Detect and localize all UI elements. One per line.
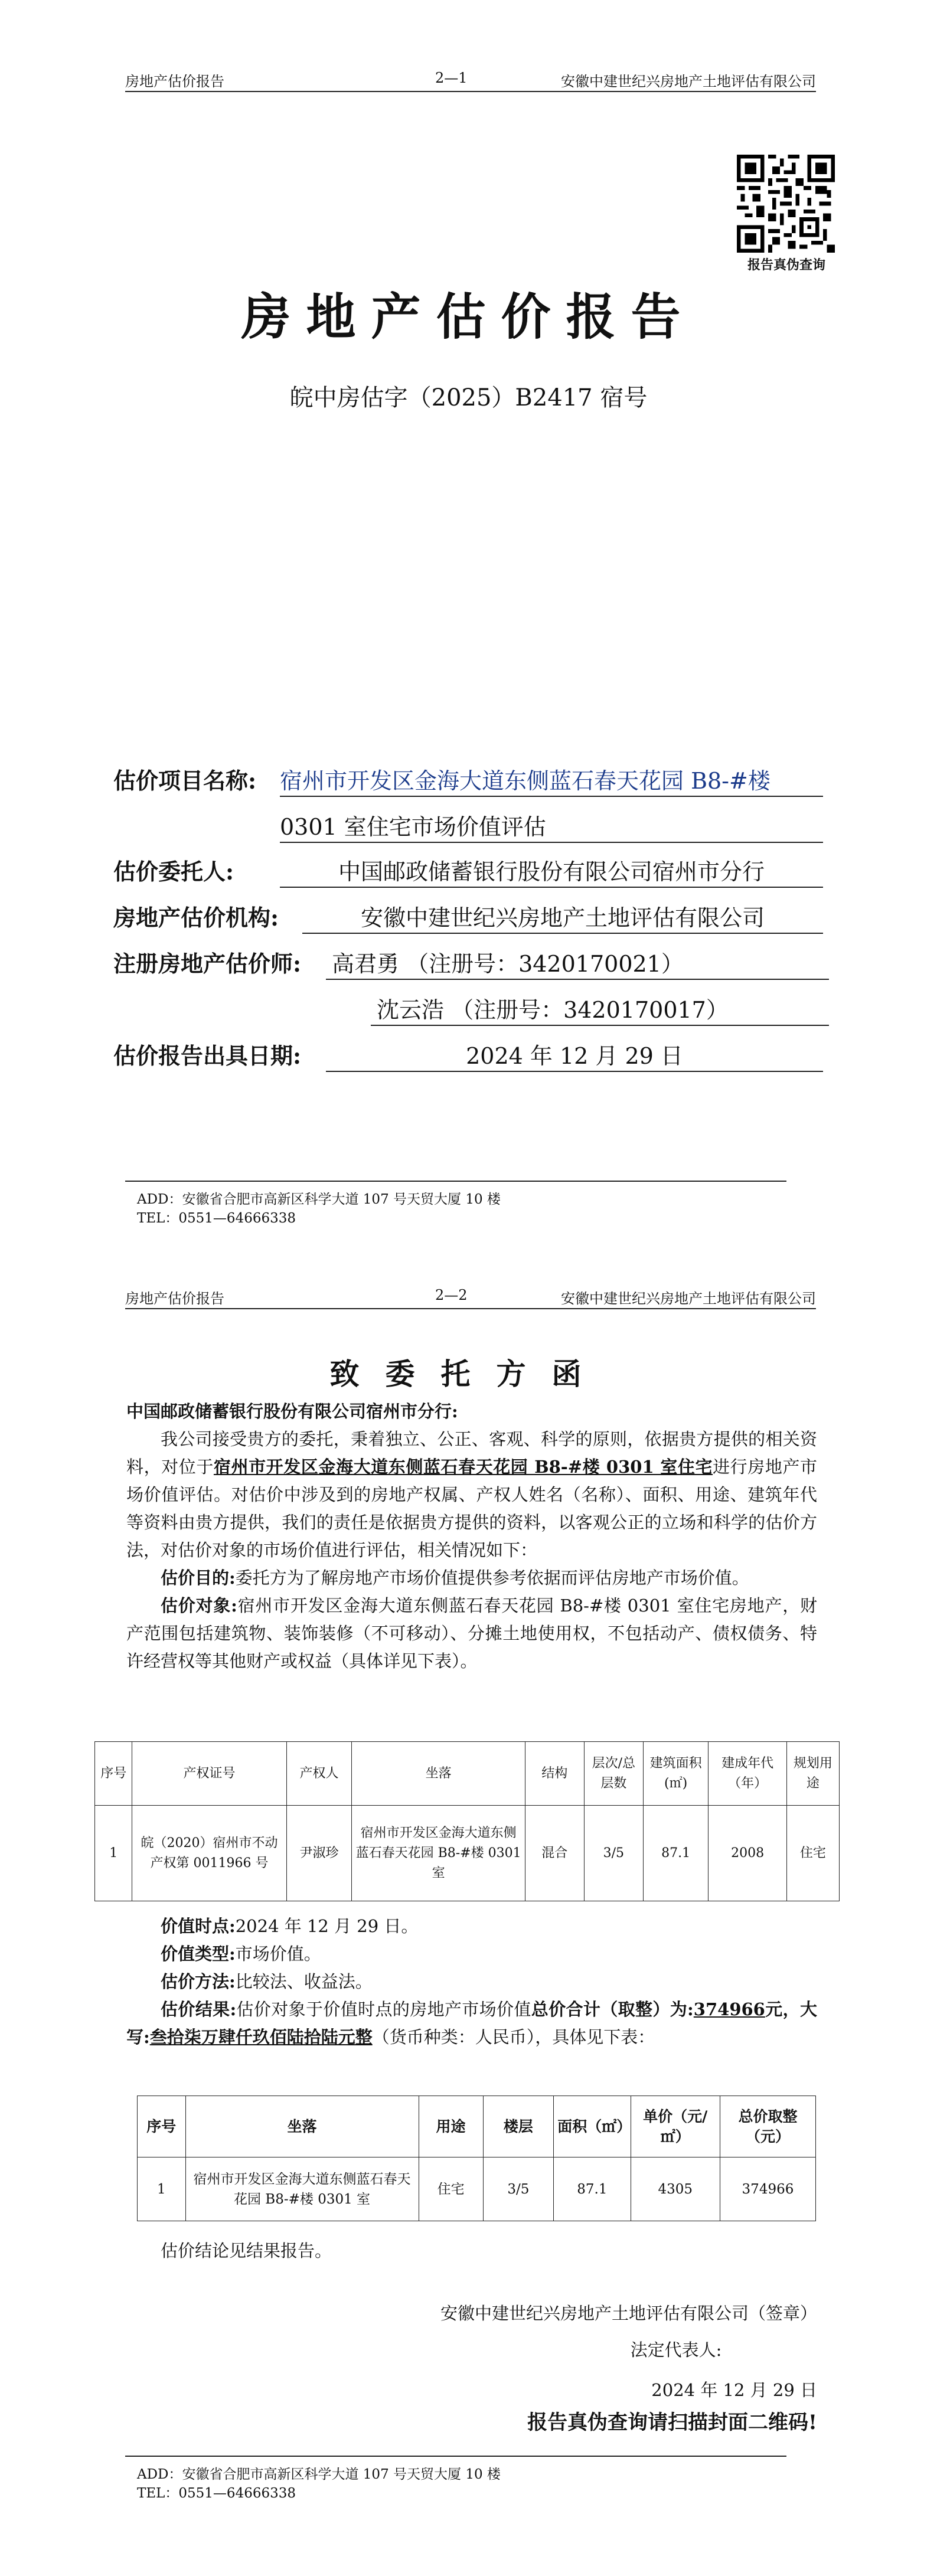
table-header-cell: 产权证号 [132,1742,286,1806]
issue-date-row [113,1041,683,1071]
project-line2: 0301 室住宅市场价值评估 [280,812,823,843]
property-address-highlight: 宿州市开发区金海大道东侧蓝石春天花园 B8-#楼 0301 室住宅 [213,1457,713,1477]
agency-label: 房地产估价机构: [113,904,279,931]
table-header-cell: 坐落 [185,2096,419,2157]
client-label: 估价委托人: [113,858,234,885]
client-row [113,857,765,887]
header-page-number: 2—2 [435,1287,468,1303]
appraiser-1: 高君勇 （注册号：3420170021） [326,949,829,980]
table-header-row [138,2096,816,2157]
document-number: 皖中房估字（2025）B2417 宿号 [289,384,648,411]
table-cell: 住宅 [419,2157,483,2221]
table-cell: 87.1 [554,2157,631,2221]
signature-company: 安徽中建世纪兴房地产土地评估有限公司（签章） [440,2303,817,2323]
table-header-cell: 序号 [138,2096,186,2157]
header-left: 房地产估价报告 [125,73,224,90]
appraiser-2: 沈云浩 （注册号：3420170017） [371,995,829,1026]
table-cell: 混合 [525,1806,584,1901]
header-company: 安徽中建世纪兴房地产土地评估有限公司 [561,73,816,90]
letter-page [0,1275,937,2576]
page-header [125,1287,816,1309]
intro-paragraph: 我公司接受贵方的委托，秉着独立、公正、客观、科学的原则，依据贵方提供的相关资料，对位于宿州市开发区金海大道东侧蓝石春天花园 B8-#楼 0301 室住宅进行房地产市场价值评估。对估价中涉及到的房地产权属、产权人姓名（名称）、面积、用途、建筑年代等资料由贵方提供，我们的责任是依据贵方提供的资料，以客观公正的立场和科学的估价方法，对估价对象的市场价值进行评估，相关情况如下： [126,1429,817,1560]
footer-tel: TEL：0551—64666338 [137,1211,296,1226]
conclusion-line: 估价结论见结果报告。 [161,2241,332,2261]
agency-row [113,903,765,933]
table-cell: 尹淑珍 [286,1806,352,1901]
letter-title: 致委托方函 [329,1356,608,1391]
signature-representative: 法定代表人: [630,2340,722,2360]
table-header-cell: 产权人 [286,1742,352,1806]
table-row [138,2157,816,2221]
result-line: 估价结果:估价对象于价值时点的房地产市场价值总价合计（取整）为:374966元，大写:叁拾柒万肆仟玖佰陆拾陆元整（货币种类：人民币），具体见下表： [126,1999,817,2047]
table-header-cell: 序号 [95,1742,132,1806]
header-left: 房地产估价报告 [125,1290,224,1307]
qr-caption: 报告真伪查询 [747,257,825,273]
table-cell: 3/5 [483,2157,554,2221]
total-price: 374966 [693,1999,765,2019]
conclusion-block [126,2237,817,2265]
purpose-paragraph: 估价目的:委托方为了解房地产市场价值提供参考依据而评估房地产市场价值。 [161,1568,749,1588]
table-header-cell: 面积（㎡） [554,2096,631,2157]
table-cell: 1 [95,1806,132,1901]
agency-value: 安徽中建世纪兴房地产土地评估有限公司 [302,903,823,934]
table-cell: 87.1 [643,1806,709,1901]
table-cell: 住宅 [786,1806,839,1901]
appraiser-row [113,949,684,979]
table-header-cell: 总价取整（元） [720,2096,815,2157]
property-table [94,1741,840,1901]
project-line1: 宿州市开发区金海大道东侧蓝石春天花园 B8-#楼 [280,766,823,797]
project-name-row [113,766,771,796]
table-cell: 2008 [709,1806,786,1901]
table-header-cell: 建成年代（年） [709,1742,786,1806]
table-header-row [95,1742,840,1806]
table-cell: 宿州市开发区金海大道东侧蓝石春天花园 B8-#楼 0301 室 [352,1806,525,1901]
page-footer [137,2465,501,2503]
issue-date-value: 2024 年 12 月 29 日 [326,1041,823,1072]
table-cell: 宿州市开发区金海大道东侧蓝石春天花园 B8-#楼 0301 室 [185,2157,419,2221]
value-time-line: 价值时点:2024 年 12 月 29 日。 [161,1916,419,1936]
footer-divider [125,2456,786,2457]
object-paragraph: 估价对象:宿州市开发区金海大道东侧蓝石春天花园 B8-#楼 0301 室住宅房地产，财产范围包括建筑物、装饰装修（不可移动）、分摊土地使用权，不包括动产、债权债务、特许经营权等其他财产或权益（具体详见下表）。 [126,1596,817,1671]
salutation: 中国邮政储蓄银行股份有限公司宿州市分行: [126,1401,458,1421]
method-line: 估价方法:比较法、收益法。 [161,1972,373,1992]
table-header-cell: 坐落 [352,1742,525,1806]
table-cell: 4305 [631,2157,720,2221]
footer-tel: TEL：0551—64666338 [137,2486,296,2501]
table-cell: 1 [138,2157,186,2221]
table-cell: 374966 [720,2157,815,2221]
footer-divider [125,1181,786,1182]
footer-address: ADD：安徽省合肥市高新区科学大道 107 号天贸大厦 10 楼 [137,2467,501,2482]
appraiser-label: 注册房地产估价师: [113,950,302,977]
cover-page [0,0,937,1275]
table-header-cell: 层次/总层数 [584,1742,643,1806]
table-header-cell: 单价（元/㎡） [631,2096,720,2157]
table-header-cell: 规划用途 [786,1742,839,1806]
value-type-line: 价值类型:市场价值。 [161,1944,321,1964]
table-header-cell: 楼层 [483,2096,554,2157]
authenticity-warning: 报告真伪查询请扫描封面二维码! [527,2411,817,2434]
valuation-details [126,1913,817,2051]
issue-date-label: 估价报告出具日期: [113,1042,302,1069]
project-label: 估价项目名称: [113,767,257,794]
total-price-capital: 叁拾柒万肆仟玖佰陆拾陆元整 [149,2027,373,2047]
table-cell: 皖（2020）宿州市不动产权第 0011966 号 [132,1806,286,1901]
signature-date: 2024 年 12 月 29 日 [651,2380,817,2400]
letter-body [126,1398,817,1675]
page-footer [137,1190,501,1228]
report-title: 房地产估价报告 [241,287,696,346]
table-row [95,1806,840,1901]
table-cell: 3/5 [584,1806,643,1901]
client-value: 中国邮政储蓄银行股份有限公司宿州市分行 [280,857,823,888]
qr-code-icon[interactable] [737,155,835,253]
table-header-cell: 用途 [419,2096,483,2157]
header-company: 安徽中建世纪兴房地产土地评估有限公司 [561,1290,816,1307]
page-header [125,70,816,92]
result-table [137,2096,816,2221]
table-header-cell: 建筑面积(㎡) [643,1742,709,1806]
footer-address: ADD：安徽省合肥市高新区科学大道 107 号天贸大厦 10 楼 [137,1192,501,1207]
table-header-cell: 结构 [525,1742,584,1806]
header-page-number: 2—1 [435,70,468,86]
